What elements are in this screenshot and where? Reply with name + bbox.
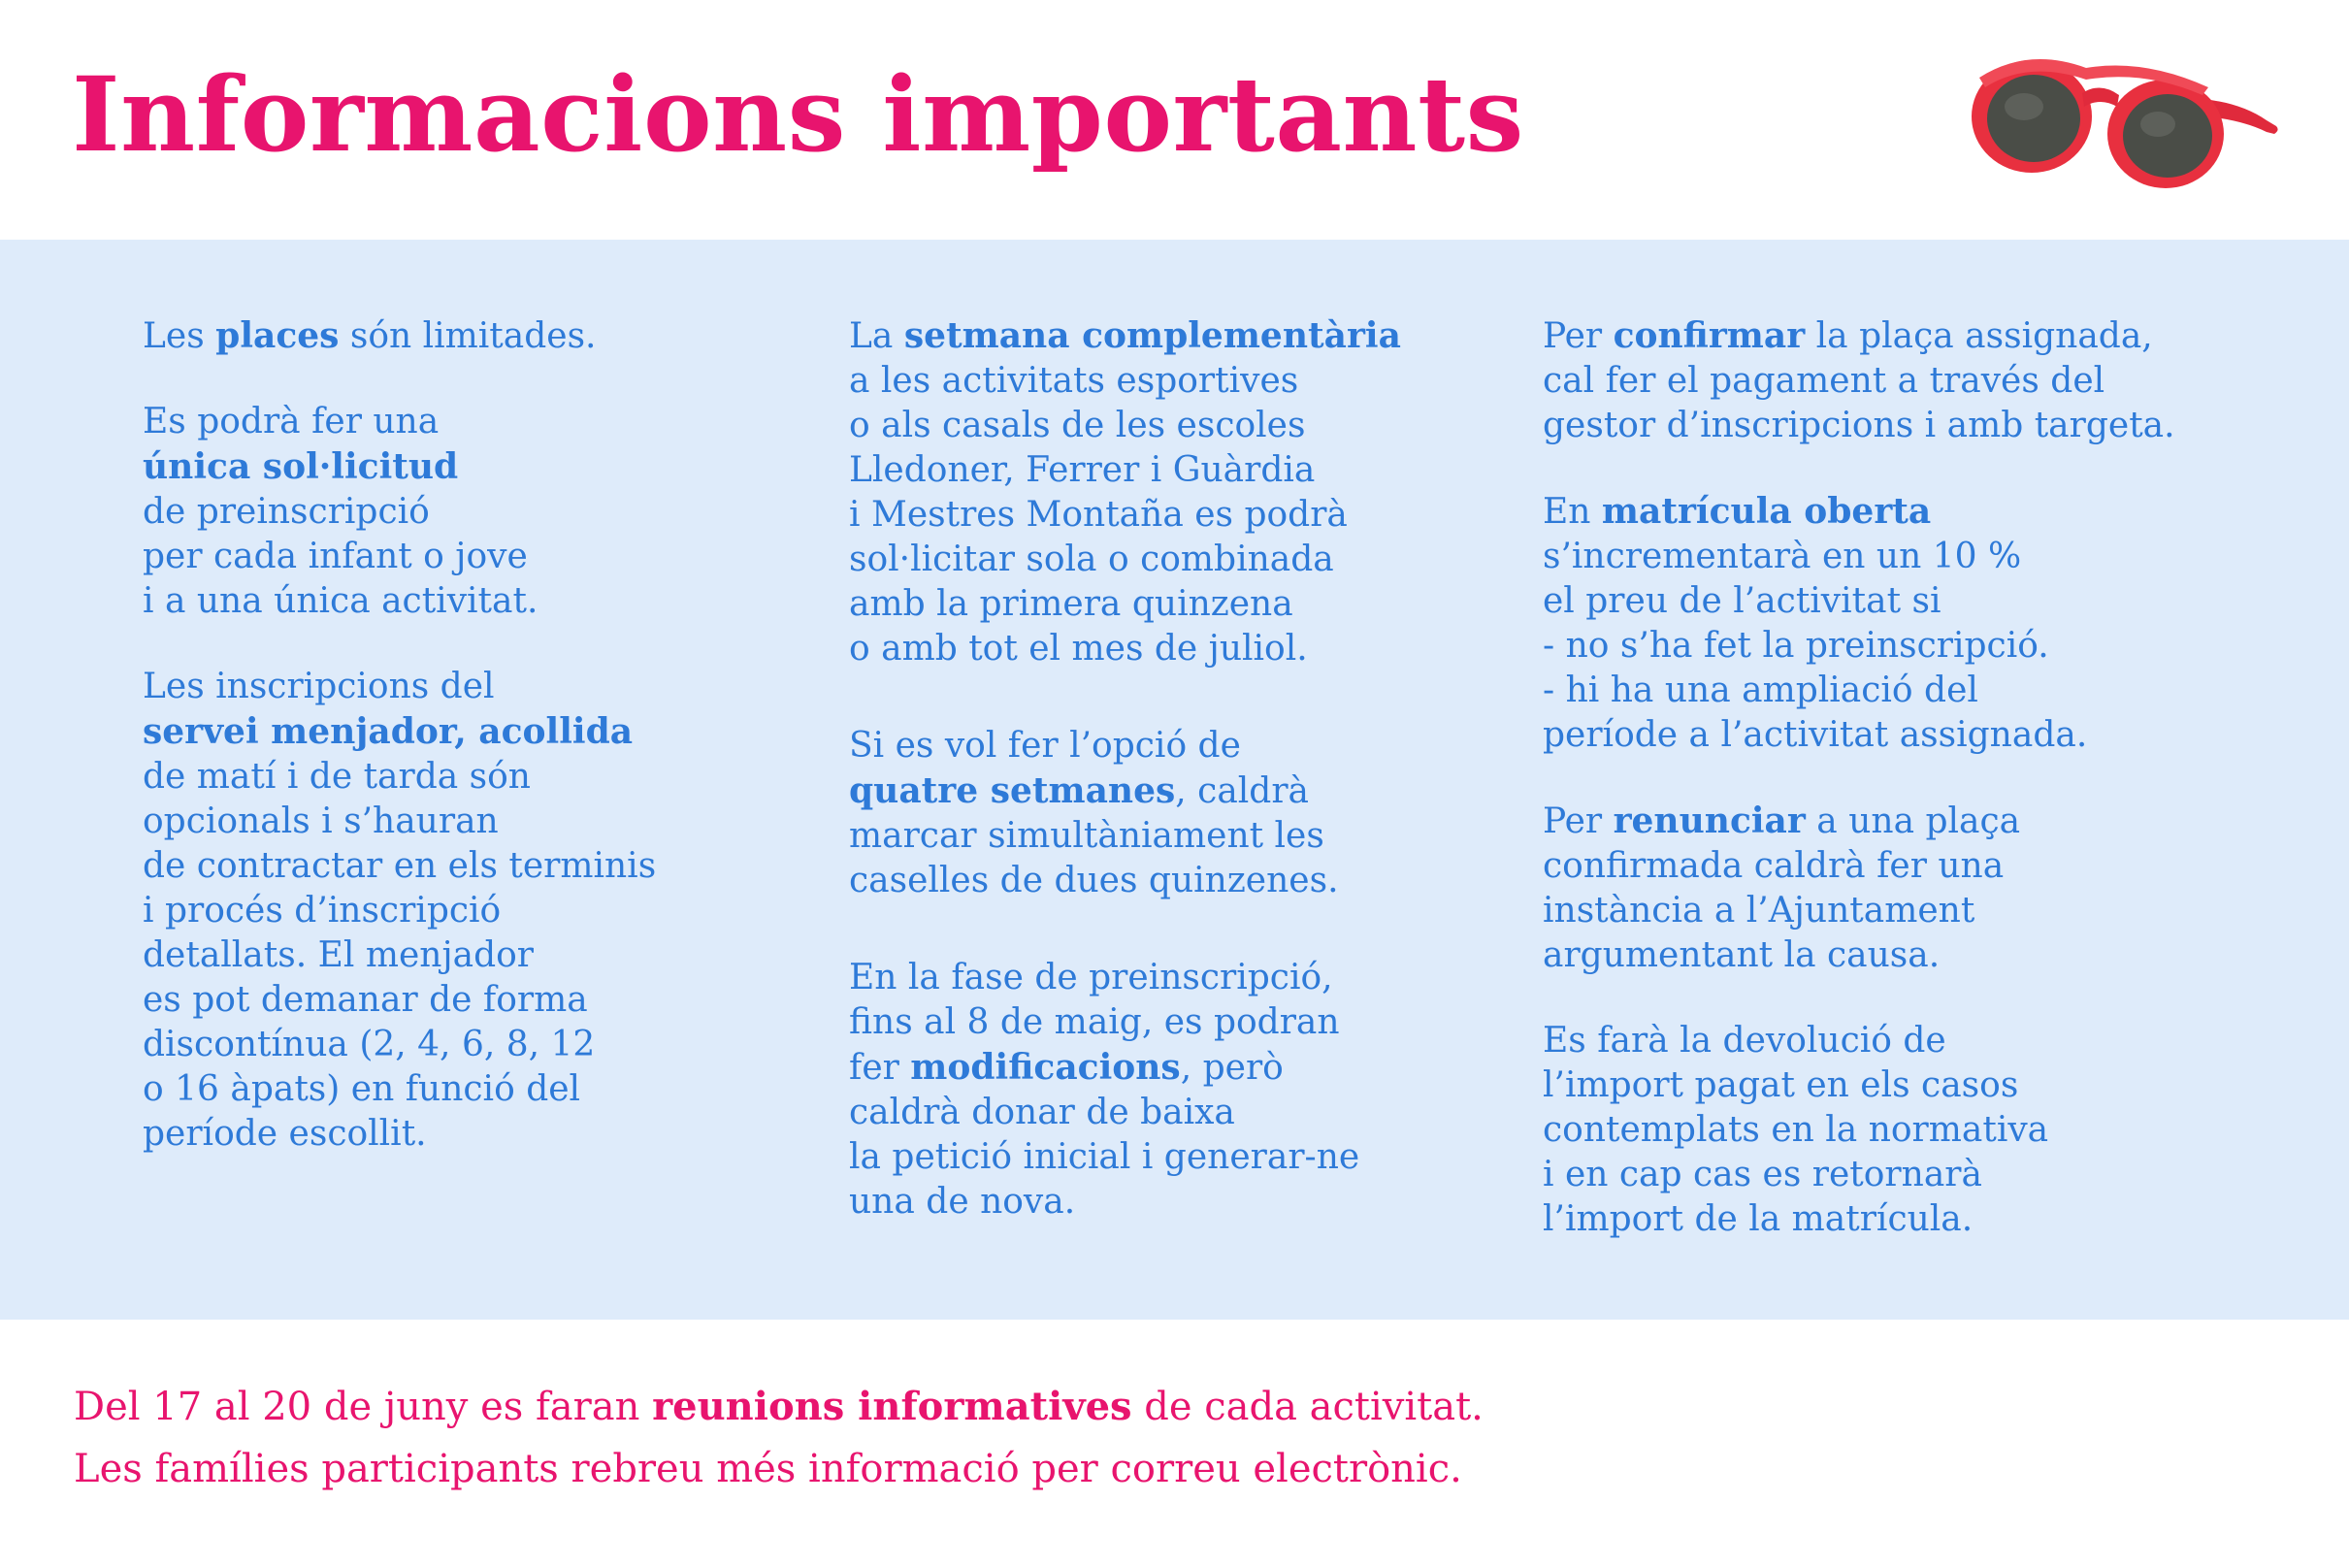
footer-notice [74, 1376, 1484, 1500]
paragraph-text: Si es vol fer l’opció de [849, 726, 1241, 766]
info-column-3 [1543, 313, 2319, 1283]
paragraph-text: són limitades. [339, 316, 597, 356]
red-sunglasses-icon [1970, 39, 2280, 194]
highlighted-term: places [215, 315, 340, 356]
paragraph-text: de preinscripció per cada infant o jove i a una única activitat. [143, 492, 538, 621]
info-paragraph [1543, 1019, 2319, 1242]
info-paragraph [849, 313, 1489, 671]
paragraph-text: La [849, 316, 904, 356]
paragraph-text: Les [143, 316, 216, 356]
info-paragraph [1543, 799, 2319, 978]
paragraph-text: Per [1543, 801, 1614, 841]
highlighted-term: única sol·licitud [143, 446, 459, 487]
paragraph-text: a una plaça confirmada caldrà fer una instància a l’Ajuntament argumentant la causa. [1543, 801, 2021, 975]
paragraph-text: a les activitats esportives o als casals de les escoles Lledoner, Ferrer i Guàrdia i Mestres Montaña es podrà sol·licitar sola o combinada amb la primera quinzena o amb tot el mes de juliol. [849, 361, 1348, 669]
paragraph-text: Per [1543, 316, 1614, 356]
paragraph-text: Es podrà fer una [143, 402, 440, 441]
footer-line-1-start: Del 17 al 20 de juny es faran [74, 1385, 653, 1429]
paragraph-text: Les inscripcions del [143, 667, 495, 706]
footer-line-1-end: de cada activitat. [1131, 1385, 1484, 1429]
highlighted-term: servei menjador, acollida [143, 711, 634, 752]
highlighted-term: modificacions [910, 1047, 1181, 1088]
info-column-1 [143, 313, 744, 1197]
info-column-2 [849, 313, 1489, 1277]
highlighted-term: matrícula oberta [1601, 491, 1932, 532]
info-paragraph [143, 313, 744, 359]
paragraph-text: la plaça assignada, cal fer el pagament a través del gestor d’inscripcions i amb targeta. [1543, 316, 2175, 445]
paragraph-text: , caldrà marcar simultàniament les caselles de dues quinzenes. [849, 771, 1339, 900]
paragraph-text: En la fase de preinscripció, fins al 8 de maig, es podran fer [849, 958, 1340, 1088]
footer-line-1-highlight: reunions informatives [652, 1384, 1132, 1429]
page-title: Informacions importants [72, 53, 1524, 175]
highlighted-term: setmana complementària [903, 315, 1401, 356]
info-paragraph [1543, 489, 2319, 758]
info-paragraph [143, 665, 744, 1157]
info-paragraph [143, 400, 744, 624]
paragraph-text: En [1543, 492, 1602, 532]
footer-line-2: Les famílies participants rebreu més informació per correu electrònic. [74, 1447, 1462, 1491]
footer-line-1 [74, 1376, 1484, 1438]
paragraph-text: , però caldrà donar de baixa la petició inicial i generar-ne una de nova. [849, 1048, 1360, 1222]
info-paragraph [849, 724, 1489, 903]
info-paragraph [1543, 313, 2319, 448]
paragraph-text: s’incrementarà en un 10 % el preu de l’activitat si - no s’ha fet la preinscripció. - hi ha una ampliació del període a l’activitat assignada. [1543, 537, 2088, 755]
highlighted-term: renunciar [1613, 800, 1806, 841]
info-paragraph [849, 956, 1489, 1225]
info-panel [0, 240, 2349, 1320]
highlighted-term: confirmar [1613, 315, 1806, 356]
highlighted-term: quatre setmanes [849, 770, 1176, 811]
paragraph-text: de matí i de tarda són opcionals i s’hauran de contractar en els terminis i procés d’inscripció detallats. El menjador es pot demanar de forma discontínua (2, 4, 6, 8, 12 o 16 àpats) en funció del període escollit. [143, 757, 657, 1154]
paragraph-text: Es farà la devolució de l’import pagat en els casos contemplats en la normativa i en cap cas es retornarà l’import de la matrícula. [1543, 1021, 2049, 1239]
